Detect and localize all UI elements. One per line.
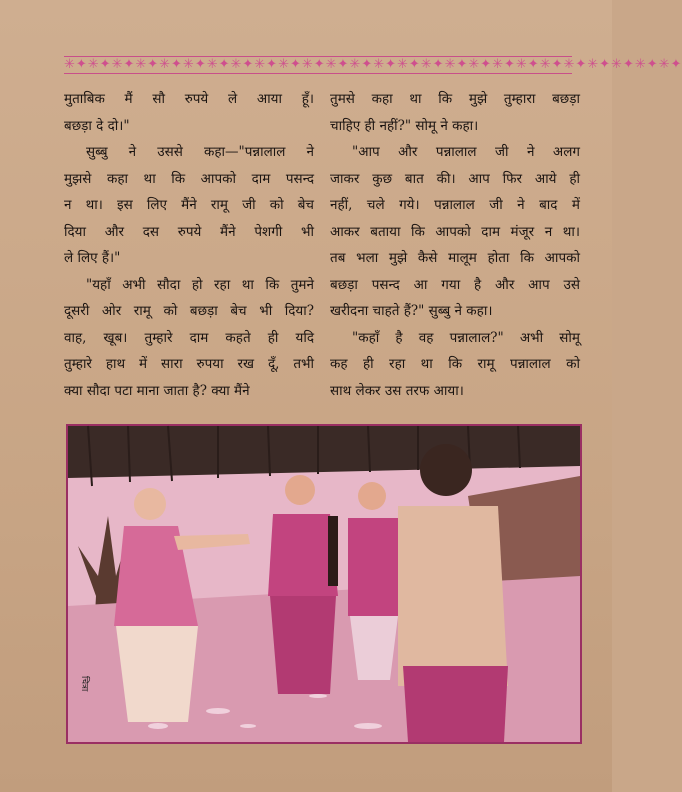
text-line: ले लिए हैं।" xyxy=(64,250,121,266)
border-pattern: ✳✦✳✦✳✦✳✦✳✦✳✦✳✦✳✦✳✦✳✦✳✦✳✦✳✦✳✦✳✦✳✦✳✦✳✦✳✦✳✦✳✦✳✦✳✦✳✦✳✦✳✦ xyxy=(64,57,682,72)
text-line: तब भला मुझे कैसे मालूम होता कि आपको xyxy=(330,250,580,266)
text-line: न था। इस लिए मैंने रामू जी को बेच xyxy=(64,197,314,213)
text-line: क्या सौदा पटा माना जाता है? क्या मैंने xyxy=(64,382,250,399)
text-line: दूसरी ओर रामू को बछड़ा बेच भी दिया? xyxy=(64,303,314,319)
decorative-border xyxy=(64,56,682,74)
text-line: बछड़ा पसन्द आ गया है और आप उसे xyxy=(330,276,580,293)
text-line: मुताबिक मैं सौ रुपये ले आया हूँ। xyxy=(64,91,314,107)
right-column xyxy=(330,86,580,416)
text-line: आकर बताया कि आपको दाम मंजूर न था। xyxy=(330,223,580,240)
text-line: "यहाँ अभी सौदा हो रहा था कि तुमने xyxy=(86,276,314,293)
text-line: कह ही रहा था कि रामू पन्नालाल को xyxy=(330,356,580,372)
text-line: जाकर कुछ बात की। आप फिर आये ही xyxy=(330,170,580,187)
story-text xyxy=(64,86,580,416)
text-line: साथ लेकर उस तरफ आया। xyxy=(330,382,464,399)
text-line: सुब्बु ने उससे कहा—"पन्नालाल ने xyxy=(86,144,314,160)
text-line: "कहाँ है वह पन्नालाल?" अभी सोमू xyxy=(352,329,580,346)
illustration-scene xyxy=(68,426,580,742)
text-line: तुम्हारे हाथ में सारा रुपया रख दूँ, तभी xyxy=(64,356,314,372)
text-line: चाहिए ही नहीं?" सोमू ने कहा। xyxy=(330,117,479,134)
story-illustration xyxy=(66,424,582,744)
text-line: खरीदना चाहते हैं?" सुब्बु ने कहा। xyxy=(330,303,493,319)
text-line: तुमसे कहा था कि मुझे तुम्हारा बछड़ा xyxy=(330,91,580,107)
left-column xyxy=(64,86,314,416)
text-line: बछड़ा दे दो।" xyxy=(64,117,130,134)
text-line: नहीं, चले गये। पन्नालाल जी ने बाद में xyxy=(330,197,580,213)
text-line: वाह, खूब। तुम्हारे दाम कहते ही यदि xyxy=(64,329,314,346)
text-line: मुझसे कहा था कि आपको दाम पसन्द xyxy=(64,170,314,187)
text-line: "आप और पन्नालाल जी ने अलग xyxy=(352,144,580,160)
artist-signature: चित्रा xyxy=(79,676,89,692)
text-line: दिया और दस रुपये मैंने पेशगी भी xyxy=(64,223,314,240)
